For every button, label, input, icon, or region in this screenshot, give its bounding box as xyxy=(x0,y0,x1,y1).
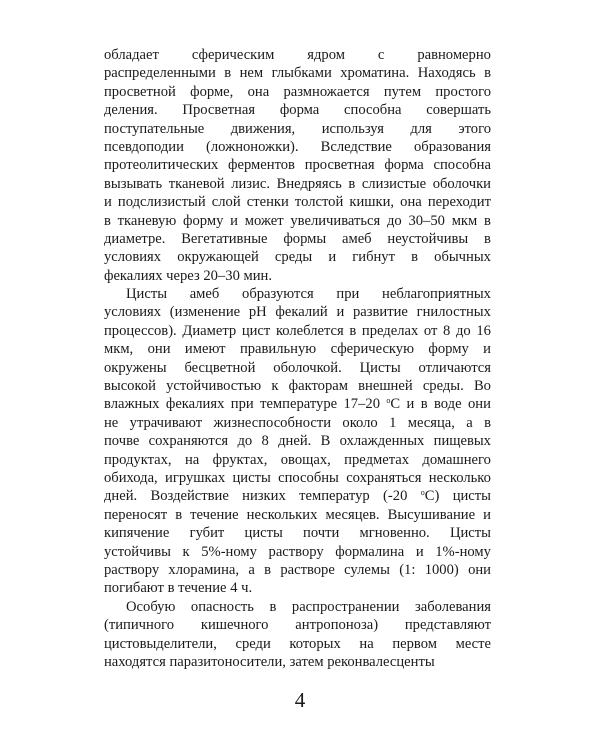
text-line: деления. Просветная форма способна совершать xyxy=(104,102,491,119)
text-line: мкм, они имеют правильную сферическую форму и xyxy=(104,341,491,358)
text-line: влажных фекалиях при температуре 17–20 $^о$С и в воде они xyxy=(104,396,491,413)
body-text xyxy=(104,46,491,671)
text-line: (типичного кишечного антропоноза) представляют xyxy=(104,617,491,634)
text-line: просветной форме, она размножается путем простого xyxy=(104,83,491,100)
text-line: вызывать тканевой лизис. Внедряясь в слизистые оболочки xyxy=(104,175,491,192)
page-number: 4 xyxy=(294,688,306,712)
text-line: фекалиях через 20–30 мин. xyxy=(104,267,273,284)
text-line: продуктах, на фруктах, овощах, предметах домашнего xyxy=(104,451,491,468)
text-line: цистовыделители, среди которых на первом месте xyxy=(104,635,491,652)
text-line: распределенными в нем глыбками хроматина. Находясь в xyxy=(104,65,491,82)
text-line: кипячение губит цисты почти мгновенно. Цисты xyxy=(104,525,491,542)
text-line: обладает сферическим ядром с равномерно xyxy=(104,47,491,63)
text-line: поступательные движения, используя для этого xyxy=(104,120,491,137)
text-line: протеолитических ферментов просветная форма способна xyxy=(104,157,491,174)
text-line: процессов). Диаметр цист колеблется в пределах от 8 до 16 xyxy=(104,322,491,339)
text-line: находятся паразитоносители, затем реконвалесценты xyxy=(104,653,435,670)
text-line: в тканевую форму и может увеличиваться до 30–50 мкм в xyxy=(104,212,491,229)
text-line: высокой устойчивостью к факторам внешней среды. Во xyxy=(104,378,491,395)
text-line: устойчивы к 5%-ному раствору формалина и 1%-ному xyxy=(104,543,491,560)
text-line: почве сохраняются до 8 дней. В охлажденных пищевых xyxy=(104,433,491,450)
text-line: не утрачивают жизнеспособности около 1 месяца, а в xyxy=(104,414,491,431)
text-line: диаметре. Вегетативные формы амеб неустойчивы в xyxy=(104,230,491,247)
text-line: и подслизистый слой стенки толстой кишки, она переходит xyxy=(104,194,491,211)
text-line: условиях (изменение pH фекалий и развитие гнилостных xyxy=(104,304,491,321)
text-line: дней. Воздействие низких температур (-20 $^о$С) цисты xyxy=(104,488,491,505)
text-line: переносят в течение нескольких месяцев. Высушивание и xyxy=(104,506,491,523)
text-line: Особую опасность в распространении заболевания xyxy=(126,598,491,615)
text-line: условиях окружающей среды и гибнут в обычных xyxy=(104,249,491,266)
text-line: Цисты амеб образуются при неблагоприятных xyxy=(126,286,491,303)
text-line: окружены бесцветной оболочкой. Цисты отличаются xyxy=(104,359,491,376)
text-line: раствору хлорамина, а в растворе сулемы (1: 1000) они xyxy=(104,561,491,578)
text-line: псевдоподии (ложноножки). Вследствие образования xyxy=(104,138,491,155)
text-line: обихода, игрушках цисты способны сохраняться несколько xyxy=(104,469,491,486)
text-line: погибают в течение 4 ч. xyxy=(104,580,253,597)
